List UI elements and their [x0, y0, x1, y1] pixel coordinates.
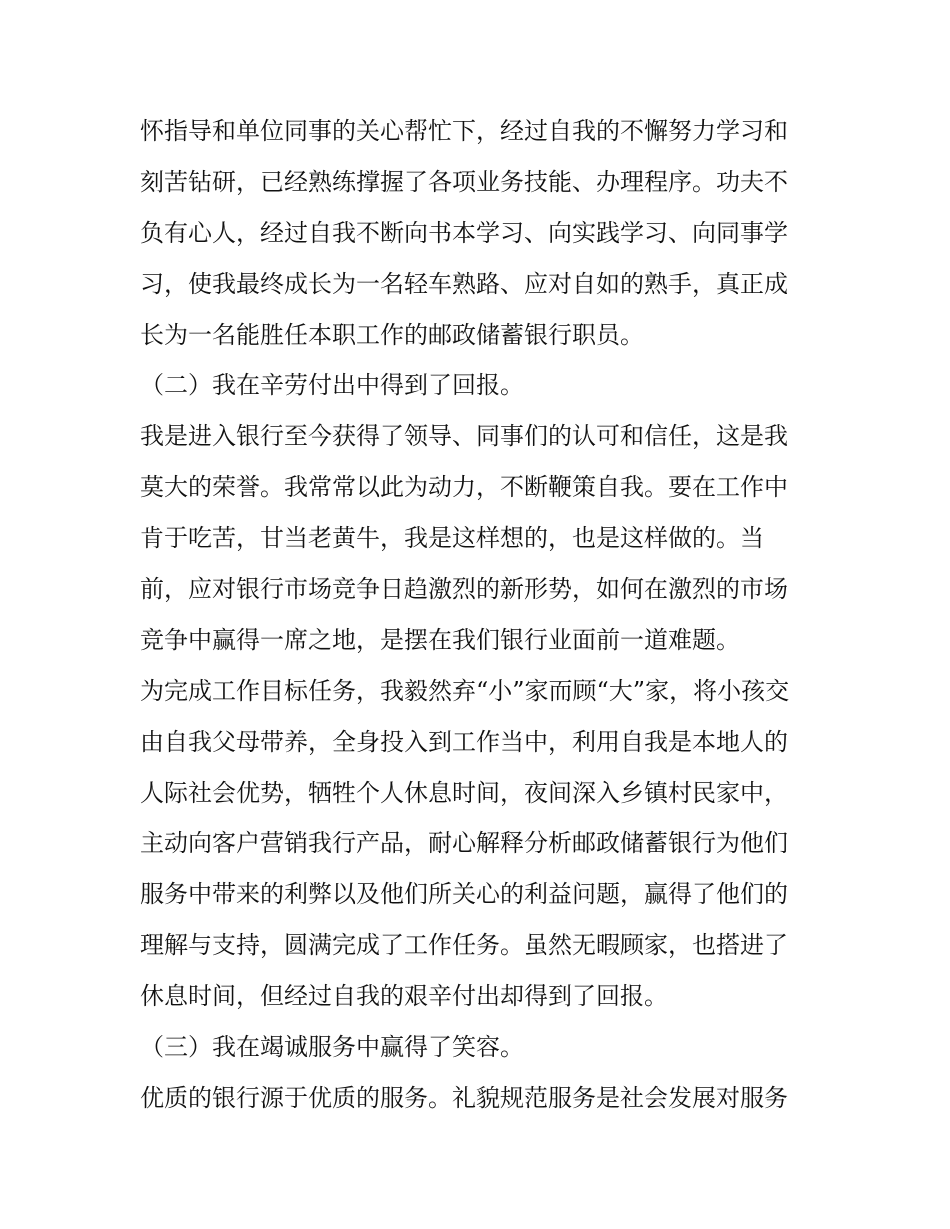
section-heading: （二）我在辛劳付出中得到了回报。: [140, 371, 524, 400]
paragraph-line: 人际社会优势，牺牲个人休息时间，夜间深入乡镇村民家中，: [140, 778, 788, 807]
paragraph-line: 长为一名能胜任本职工作的邮政储蓄银行职员。: [140, 320, 644, 349]
paragraph-line: 竞争中赢得一席之地，是摆在我们银行业面前一道难题。: [140, 625, 740, 654]
paragraph-line: 我是进入银行至今获得了领导、同事们的认可和信任，这是我: [140, 422, 788, 451]
paragraph-line: 莫大的荣誉。我常常以此为动力，不断鞭策自我。要在工作中: [140, 473, 788, 502]
paragraph-line: 休息时间，但经过自我的艰辛付出却得到了回报。: [140, 982, 668, 1011]
paragraph-line: 主动向客户营销我行产品，耐心解释分析邮政储蓄银行为他们: [140, 829, 788, 858]
paragraph-line: 为完成工作目标任务，我毅然弃“小”家而顾“大”家，将小孩交: [140, 676, 790, 705]
body-text: [140, 106, 830, 1124]
paragraph-line: 肯于吃苦，甘当老黄牛，我是这样想的，也是这样做的。当: [140, 524, 764, 553]
paragraph-line: 服务中带来的利弊以及他们所关心的利益问题，赢得了他们的: [140, 880, 788, 909]
paragraph-line: 由自我父母带养，全身投入到工作当中，利用自我是本地人的: [140, 727, 788, 756]
paragraph-line: 理解与支持，圆满完成了工作任务。虽然无暇顾家，也搭进了: [140, 931, 788, 960]
paragraph-line: 刻苦钻研，已经熟练撑握了各项业务技能、办理程序。功夫不: [140, 167, 788, 196]
paragraph-line: 优质的银行源于优质的服务。礼貌规范服务是社会发展对服务: [140, 1083, 788, 1112]
paragraph-line: 前，应对银行市场竞争日趋激烈的新形势，如何在激烈的市场: [140, 575, 788, 604]
paragraph-line: 习，使我最终成长为一名轻车熟路、应对自如的熟手，真正成: [140, 269, 788, 298]
paragraph-line: 怀指导和单位同事的关心帮忙下，经过自我的不懈努力学习和: [140, 117, 788, 145]
paragraph-line: 负有心人，经过自我不断向书本学习、向实践学习、向同事学: [140, 218, 788, 247]
section-heading: （三）我在竭诚服务中赢得了笑容。: [140, 1033, 524, 1062]
